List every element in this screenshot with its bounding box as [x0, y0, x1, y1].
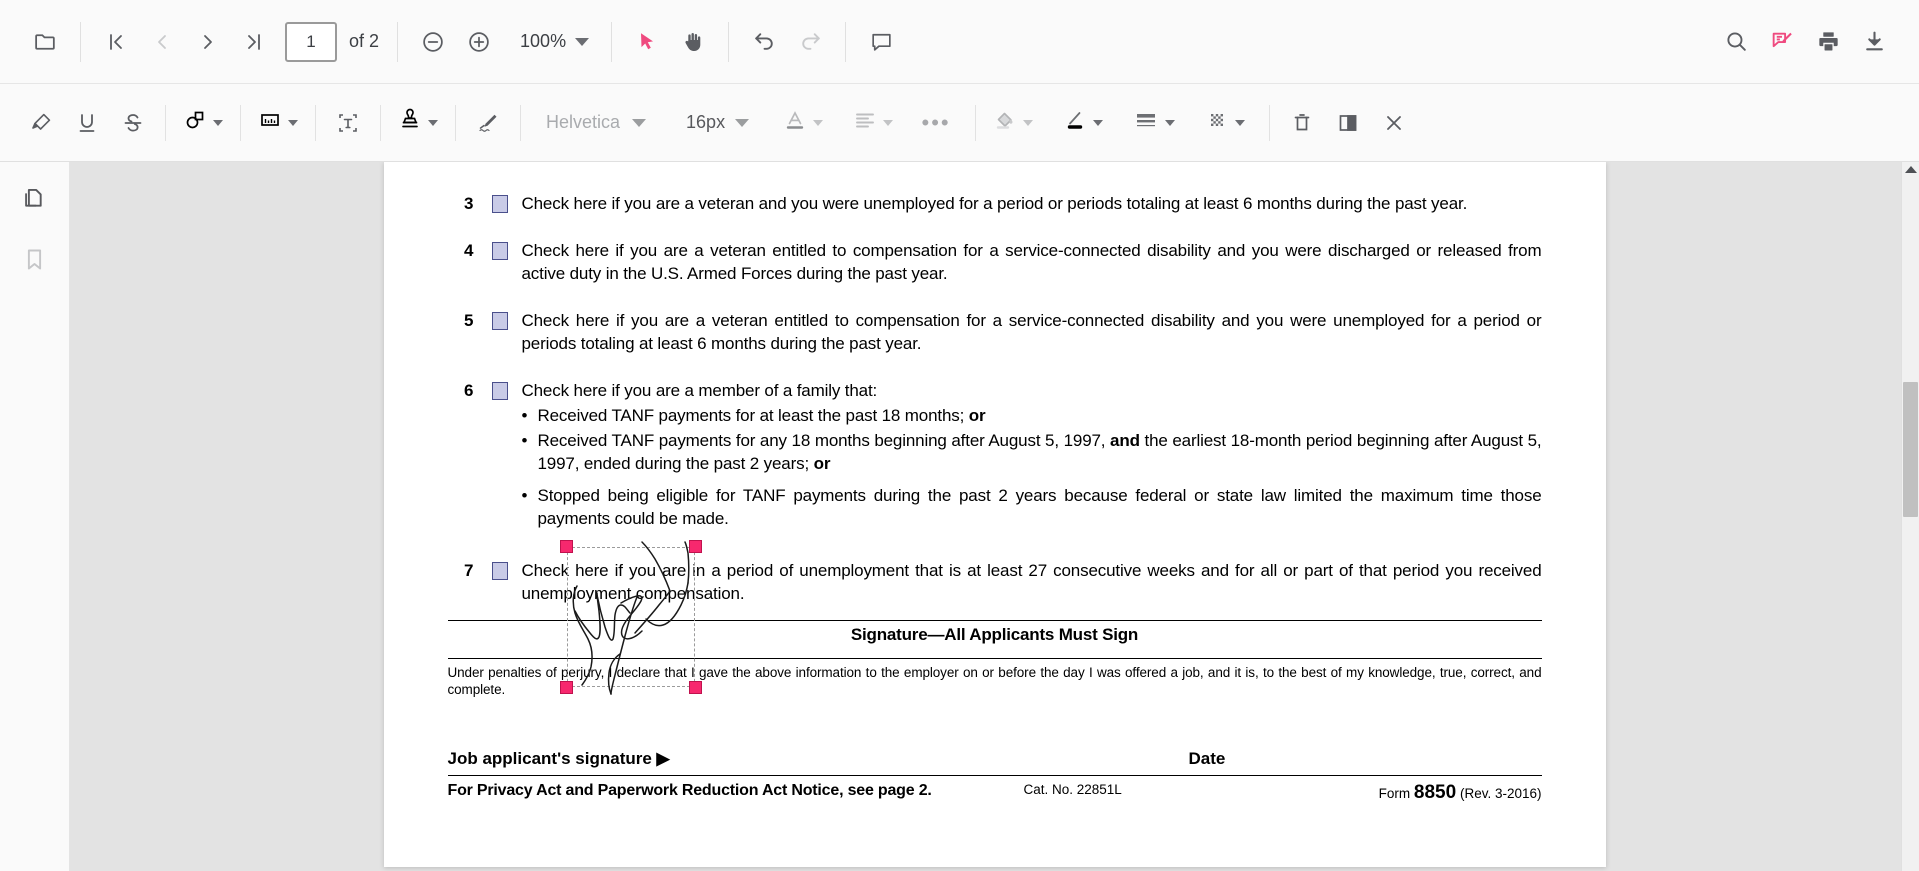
toolbar-divider — [165, 105, 166, 141]
redo-button[interactable] — [787, 19, 833, 65]
resize-handle-bottom-left[interactable] — [560, 681, 573, 694]
catalog-number: Cat. No. 22851L — [1023, 781, 1122, 797]
annotate-button[interactable] — [1759, 19, 1805, 65]
next-page-button[interactable] — [185, 19, 231, 65]
top-toolbar — [0, 0, 1919, 84]
panel-toggle-button[interactable] — [1325, 100, 1371, 146]
toolbar-divider — [240, 105, 241, 141]
page-number-input[interactable] — [285, 22, 337, 62]
form-prefix: Form — [1378, 785, 1414, 801]
toolbar-divider — [520, 105, 521, 141]
bullet-text: Received TANF payments for at least the past 18 months; or — [537, 406, 986, 425]
fill-color-dropdown[interactable] — [985, 101, 1041, 145]
resize-handle-top-right[interactable] — [689, 540, 702, 553]
item-number: 3 — [464, 194, 474, 213]
page-thumbnails-button[interactable] — [12, 176, 58, 222]
item-text: Check here if you are a veteran and you were unemployed for a period or periods totaling at least 6 months during the past year. — [521, 194, 1468, 213]
form-checkbox[interactable] — [492, 382, 508, 400]
chevron-down-icon — [288, 120, 298, 126]
item-text: Check here if you are a veteran entitled to compensation for a service-connected disability and you were discharged or released from active duty in the U.S. Armed Forces during the past year. — [521, 240, 1542, 283]
text-color-dropdown[interactable] — [775, 101, 831, 145]
toolbar-divider — [455, 105, 456, 141]
zoom-in-button[interactable] — [456, 19, 502, 65]
item-text: Check here if you are a member of a family that: — [521, 380, 878, 400]
toolbar-divider — [315, 105, 316, 141]
zoom-level-label: 100% — [520, 31, 567, 51]
text-box-tool[interactable] — [325, 100, 371, 146]
toolbar-divider — [975, 105, 976, 141]
resize-handle-top-left[interactable] — [560, 540, 573, 553]
chevron-down-icon — [632, 119, 646, 127]
signature-label: Job applicant's signature ▶ — [447, 748, 670, 768]
zoom-out-button[interactable] — [410, 19, 456, 65]
list-item — [522, 484, 1542, 531]
vertical-scrollbar[interactable] — [1901, 162, 1919, 871]
item-number: 7 — [464, 560, 474, 580]
bullet-list — [522, 404, 1542, 531]
chevron-down-icon — [428, 120, 438, 126]
more-dots-icon: ••• — [921, 109, 951, 135]
toolbar-divider — [845, 22, 846, 62]
list-item — [522, 404, 1542, 428]
chevron-down-icon — [1093, 120, 1103, 126]
checkbox-item — [448, 379, 1542, 531]
opacity-checker-icon — [1205, 108, 1229, 137]
download-button[interactable] — [1851, 19, 1897, 65]
form-checkbox[interactable] — [492, 312, 508, 330]
signature-pen-tool[interactable] — [465, 100, 511, 146]
first-page-button[interactable] — [93, 19, 139, 65]
form-checkbox[interactable] — [492, 562, 508, 580]
toolbar-divider — [611, 22, 612, 62]
toolbar-divider — [80, 22, 81, 62]
signature-annotation[interactable] — [567, 547, 695, 687]
checkbox-item — [448, 192, 1542, 216]
chevron-down-icon — [1023, 120, 1033, 126]
undo-button[interactable] — [741, 19, 787, 65]
shapes-dropdown[interactable] — [175, 101, 231, 145]
form-checkbox[interactable] — [492, 195, 508, 213]
line-width-dropdown[interactable] — [1125, 101, 1183, 145]
font-size-dropdown[interactable] — [672, 101, 757, 145]
delete-annotation-button[interactable] — [1279, 100, 1325, 146]
print-button[interactable] — [1805, 19, 1851, 65]
font-family-dropdown[interactable] — [530, 101, 654, 145]
bullet-text: Received TANF payments for any 18 months beginning after August 5, 1997, and the earliest 18-month period beginning after August 5, 1997, ended during the past 2 years; or — [537, 430, 1542, 473]
chevron-down-icon — [1165, 120, 1175, 126]
signature-heading: Signature—All Applicants Must Sign — [850, 624, 1139, 644]
left-rail — [0, 162, 70, 871]
scroll-up-arrow-icon[interactable] — [1905, 166, 1917, 173]
text-align-dropdown[interactable] — [845, 101, 901, 145]
checkbox-item — [448, 239, 1542, 286]
item-text: Check here if you are in a period of unemployment that is at least 27 consecutive weeks and for all or part of that period you received unemployment compensation. — [521, 560, 1542, 603]
bullet-text: Stopped being eligible for TANF payments during the past 2 years because federal or state law limited the maximum time those payments could be made. — [537, 485, 1542, 528]
measure-icon — [258, 108, 282, 137]
scrollbar-thumb[interactable] — [1903, 382, 1918, 517]
font-size-label: 16px — [686, 112, 726, 132]
form-revision: (Rev. 3-2016) — [1456, 785, 1542, 801]
text-color-icon — [783, 108, 807, 137]
document-viewer[interactable] — [70, 162, 1919, 871]
item-number: 6 — [464, 380, 474, 400]
previous-page-button[interactable] — [139, 19, 185, 65]
perjury-statement: Under penalties of perjury, I declare that I gave the above information to the employer on or before the day I was offered a job, and it is, to the best of my knowledge, true, correct, and complete. — [447, 664, 1542, 697]
close-toolbar-button[interactable] — [1371, 100, 1417, 146]
bullet-dot: • — [521, 406, 528, 425]
open-file-button[interactable] — [22, 19, 68, 65]
chevron-down-icon — [213, 120, 223, 126]
chevron-down-icon — [575, 38, 589, 46]
pan-hand-tool[interactable] — [670, 19, 716, 65]
stroke-color-dropdown[interactable] — [1055, 101, 1111, 145]
divider-line — [448, 775, 1542, 776]
strikethrough-tool[interactable] — [110, 100, 156, 146]
stroke-color-icon — [1063, 108, 1087, 137]
shapes-icon — [183, 108, 207, 137]
select-cursor-tool[interactable] — [624, 19, 670, 65]
form-number: 8850 — [1413, 781, 1457, 803]
item-number: 5 — [464, 310, 474, 330]
form-identifier — [1379, 782, 1542, 804]
viewer-body — [0, 162, 1919, 871]
annotation-toolbar — [0, 84, 1919, 162]
stamp-dropdown[interactable] — [390, 101, 446, 145]
measure-dropdown[interactable] — [250, 101, 306, 145]
toolbar-divider — [380, 105, 381, 141]
chevron-down-icon — [1235, 120, 1245, 126]
footer-row — [447, 781, 1542, 803]
highlighter-tool[interactable] — [18, 100, 64, 146]
date-label: Date — [1188, 748, 1226, 768]
form-8850-content — [447, 192, 1542, 803]
stamp-icon — [398, 108, 422, 137]
search-button[interactable] — [1713, 19, 1759, 65]
last-page-button[interactable] — [231, 19, 277, 65]
list-item — [522, 429, 1542, 476]
form-checkbox[interactable] — [492, 242, 508, 260]
align-icon — [853, 108, 877, 137]
toolbar-divider — [728, 22, 729, 62]
font-family-label: Helvetica — [546, 112, 621, 132]
chevron-down-icon — [883, 120, 893, 126]
comment-button[interactable] — [858, 19, 904, 65]
resize-handle-bottom-right[interactable] — [689, 681, 702, 694]
line-width-icon — [1133, 108, 1159, 137]
fill-bucket-icon — [993, 108, 1017, 137]
chevron-down-icon — [735, 119, 749, 127]
more-options-button[interactable] — [913, 100, 959, 146]
underline-tool[interactable] — [64, 100, 110, 146]
bullet-dot: • — [521, 430, 528, 450]
toolbar-divider — [1269, 105, 1270, 141]
pdf-page — [384, 162, 1606, 867]
privacy-notice: For Privacy Act and Paperwork Reduction Act Notice, see page 2. — [447, 781, 932, 799]
page-count-label: of 2 — [349, 31, 380, 51]
bookmarks-button[interactable] — [12, 236, 58, 282]
checkbox-item — [448, 309, 1542, 356]
toolbar-divider — [397, 22, 398, 62]
chevron-down-icon — [813, 120, 823, 126]
opacity-dropdown[interactable] — [1197, 101, 1253, 145]
signature-ink-path — [563, 541, 703, 696]
item-number: 4 — [464, 240, 474, 260]
signature-row — [448, 749, 1542, 769]
bullet-dot: • — [521, 485, 528, 505]
zoom-level-dropdown[interactable] — [510, 21, 599, 63]
item-text: Check here if you are a veteran entitled to compensation for a service-connected disability and you were unemployed for a period or periods totaling at least 6 months during the past year. — [521, 310, 1542, 353]
